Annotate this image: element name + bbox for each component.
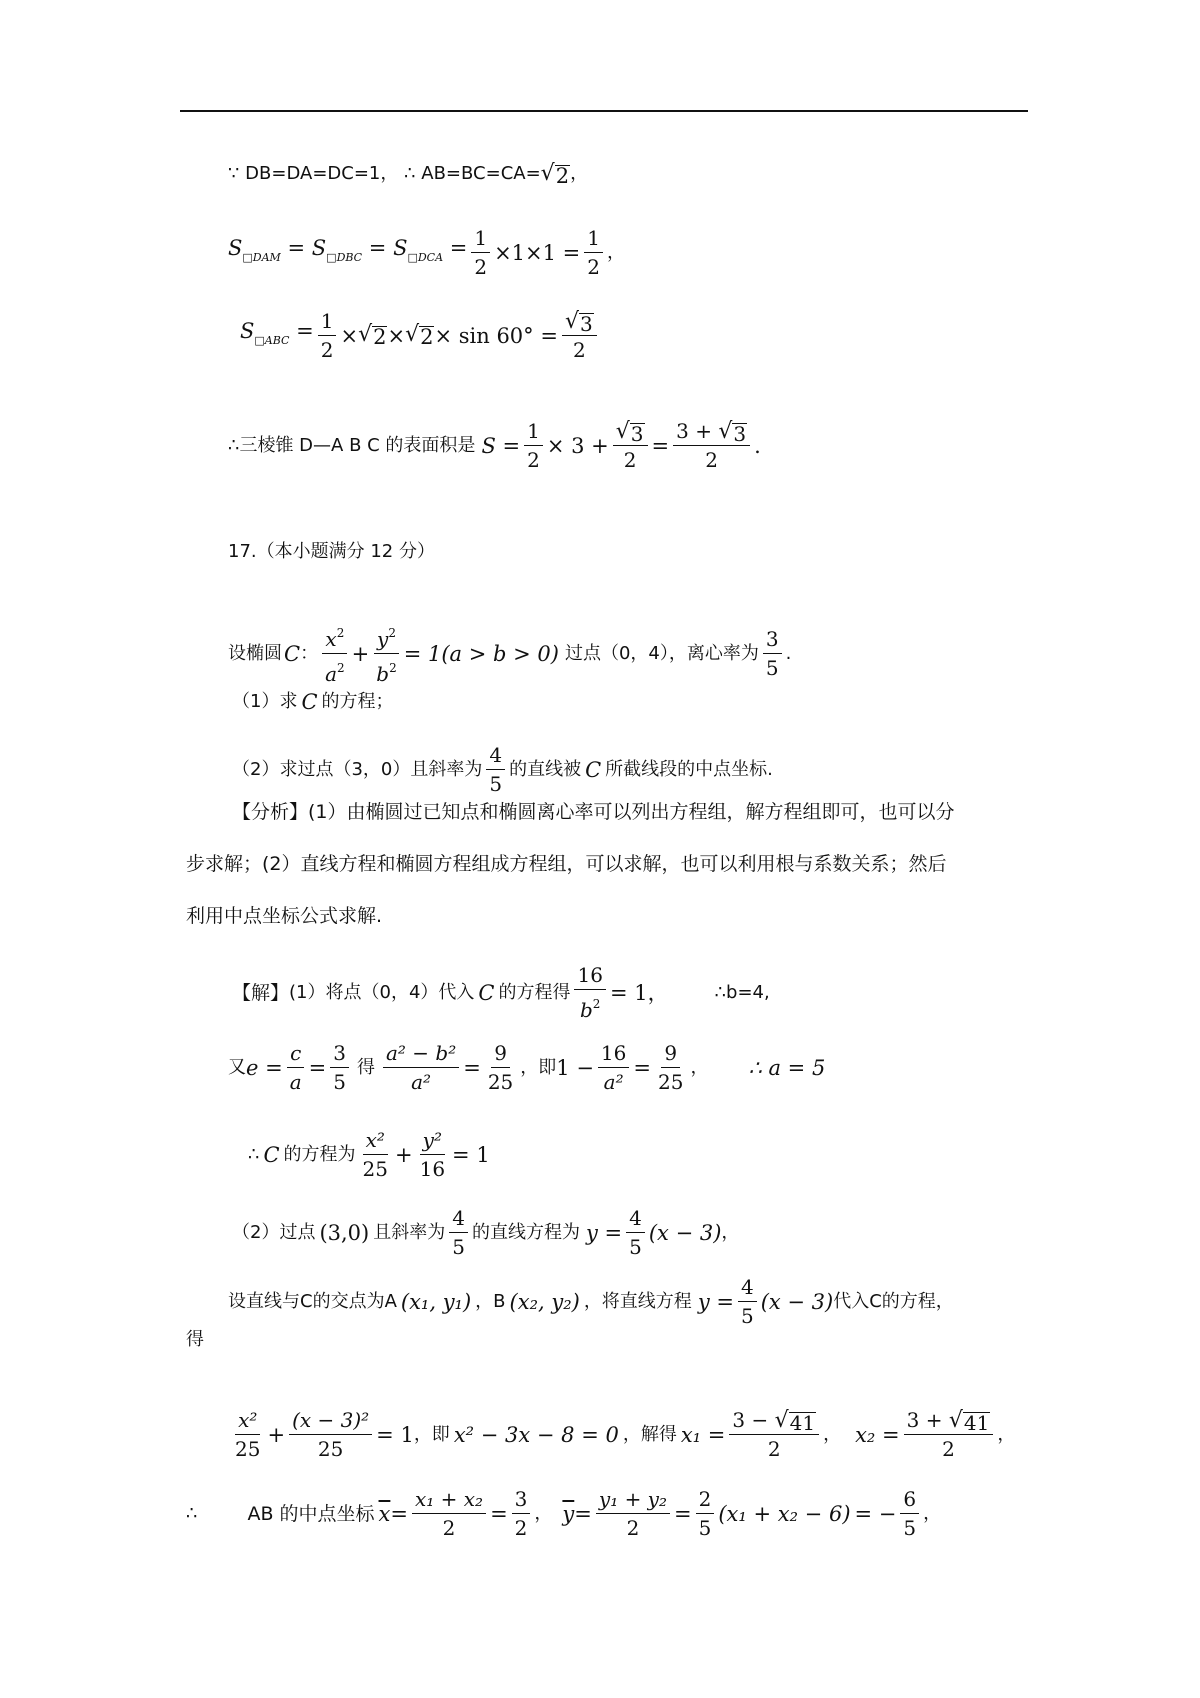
- line-area-faces: $S_{□DAM} = S_{□DBC} = S_{□DCA}$ = $\frac{1}{2}$ ×1×1 = $\frac{1}{2}$ ，: [228, 226, 625, 279]
- sqrt-2: √ 2: [358, 322, 387, 349]
- fraction: $\frac{4}{5}$: [626, 1205, 645, 1260]
- fraction: $\frac{1}{2}$: [524, 418, 543, 473]
- analysis-line-1: 【分析】 (1）由椭圆过已知点和椭圆离心率可以列出方程组，解方程组即可，也可以分: [232, 801, 955, 823]
- question-17-part2: （2）求过点（3，0）且斜率为 $\frac{4}{5}$ 的直线被 C 所截线段的中点坐标.: [232, 743, 773, 796]
- fraction: $\frac{y^2}{b^2}$: [373, 620, 399, 687]
- fraction: $\frac{\text{a² − b²}}{\text{a²}}$: [383, 1040, 459, 1095]
- fraction: $\frac{9}{25}$: [657, 1041, 684, 1094]
- fraction: $\frac{16}{\text{a²}}$: [598, 1040, 629, 1095]
- analysis-line-3: 利用中点坐标公式求解.: [186, 905, 383, 927]
- solution-line-1: 【解】 (1）将点（0，4）代入 C 的方程得 $\frac{16}{b^2}$ = 1， ∴b=4,: [232, 963, 770, 1022]
- fraction: √ 3 2: [562, 308, 597, 363]
- sqrt-2: √ 2: [540, 160, 570, 188]
- fraction: $\frac{4}{5}$: [449, 1205, 468, 1260]
- y-bar: $\overline{y}$: [562, 1501, 575, 1526]
- solution-label: 【解】: [232, 981, 290, 1004]
- fraction: $\frac{\text{y₁ + y₂}}{2}$: [596, 1486, 670, 1541]
- sqrt-2: √ 2: [405, 322, 434, 349]
- solution-line-3: ∴ C 的方程为 $\frac{\text{x²}}{25}$ + $\frac{\text{y²}}{16}$ = 1: [248, 1128, 490, 1181]
- fraction: 3 − √ 41 2: [729, 1407, 819, 1462]
- given-text: ∵ DB=DA=DC=1， ∴ AB=BC=CA=: [228, 163, 541, 184]
- fraction: √ 3 2: [613, 418, 648, 473]
- fraction: $\frac{16}{b^2}$: [574, 962, 605, 1023]
- fraction: $\frac{\text{(x − 3)²}}{25}$: [289, 1407, 372, 1462]
- fraction: $\frac{9}{25}$: [487, 1041, 514, 1094]
- fraction: $\frac{1}{2}$: [471, 225, 490, 280]
- line-given: ∵ DB=DA=DC=1， ∴ AB=BC=CA= √ 2 ，: [228, 160, 589, 188]
- fraction: $\frac{3}{2}$: [512, 1486, 531, 1541]
- solution-line-5: 设直线与C的交点为A (x₁, y₁) ，B (x₂, y₂) ，将直线方程 y = $\frac{4}{5}$ (x − 3) 代入C的方程，: [228, 1275, 954, 1328]
- area-formula: $S_{□DAM} = S_{□DBC} = S_{□DCA}$ =: [228, 235, 468, 264]
- question-17-part1: （1）求 C 的方程；: [232, 690, 394, 714]
- solution-line-6: 得: [186, 1329, 204, 1350]
- analysis-line-2: 步求解；(2）直线方程和椭圆方程组成方程组，可以求解，也可以利用根与系数关系；然后: [186, 853, 947, 875]
- fraction: $\frac{\text{x²}}{25}$: [235, 1408, 261, 1461]
- solution-line-7: $\frac{\text{x²}}{25}$ + $\frac{\text{(x − 3)²}}{25}$ = 1 ，即 x² − 3x − 8 = 0 ，解得 x₁ = 3 − √ 41 2 ， x₂ = 3 + √ 41 2 ，: [228, 1407, 1015, 1462]
- fraction: 3 + √ 3 2: [673, 418, 750, 473]
- fraction: 3 + √ 41 2: [904, 1407, 994, 1462]
- line-area-abc: $S_{□ABC}$ = $\frac{1}{2}$ × √ 2 × √ 2 × sin 60° = √ 3 2: [240, 308, 601, 363]
- fraction: $\frac{1}{2}$: [318, 308, 337, 363]
- fraction: $\frac{x^2}{a^2}$: [322, 620, 348, 687]
- question-17-title: 17.（本小题满分 12 分）: [228, 541, 435, 562]
- fraction: $\frac{2}{5}$: [696, 1486, 715, 1541]
- solution-line-8: ∴ AB 的中点坐标 $\overline{x}$ = $\frac{\text{x₁ + x₂}}{2}$ = $\frac{3}{2}$ ， $\overline{y}$ = $\frac{\text{y₁ + y₂}}{2}$ = $\frac{2}{5}$ (x₁ + x₂ − 6) = − $\frac{6}{5}$ ，: [186, 1487, 942, 1540]
- fraction: $\frac{\text{x₁ + x₂}}{2}$: [412, 1486, 486, 1541]
- fraction: $\frac{3}{5}$: [763, 626, 782, 681]
- fraction: $\frac{4}{5}$: [486, 742, 505, 797]
- x-bar: $\overline{x}$: [378, 1501, 391, 1526]
- solution-line-4: （2）过点 (3,0) 且斜率为 $\frac{4}{5}$ 的直线方程为 y = $\frac{4}{5}$ (x − 3) ，: [232, 1206, 740, 1259]
- analysis-label: 【分析】: [232, 801, 309, 823]
- header-rule: [180, 110, 1028, 112]
- fraction: $\frac{c}{a}$: [287, 1040, 305, 1095]
- question-17-ellipse: 设椭圆 C ： $\frac{x^2}{a^2}$ + $\frac{y^2}{b^2}$ = 1(a > b > 0) 过点（0，4），离心率为 $\frac{3}{5}$ .: [228, 620, 791, 687]
- line-surface-area: ∴三棱锥 D—A B C 的表面积是 S = $\frac{1}{2}$ × 3 + √ 3 2 = 3 + √ 3 2 .: [228, 419, 761, 472]
- fraction: $\frac{1}{2}$: [584, 225, 603, 280]
- fraction: $\frac{4}{5}$: [738, 1274, 757, 1329]
- fraction: $\frac{6}{5}$: [900, 1486, 919, 1541]
- fraction: $\frac{3}{5}$: [330, 1040, 349, 1095]
- solution-line-2: 又 e = $\frac{c}{a}$ = $\frac{3}{5}$ 得 $\frac{\text{a² − b²}}{\text{a²}}$ = $\frac{9}{25}$ ，即 1 − $\frac{16}{\text{a²}}$ = $\frac{9}{25}$ ， ∴ a = 5: [228, 1041, 826, 1094]
- fraction: $\frac{\text{x²}}{25}$: [362, 1128, 388, 1181]
- fraction: $\frac{\text{y²}}{16}$: [419, 1128, 446, 1181]
